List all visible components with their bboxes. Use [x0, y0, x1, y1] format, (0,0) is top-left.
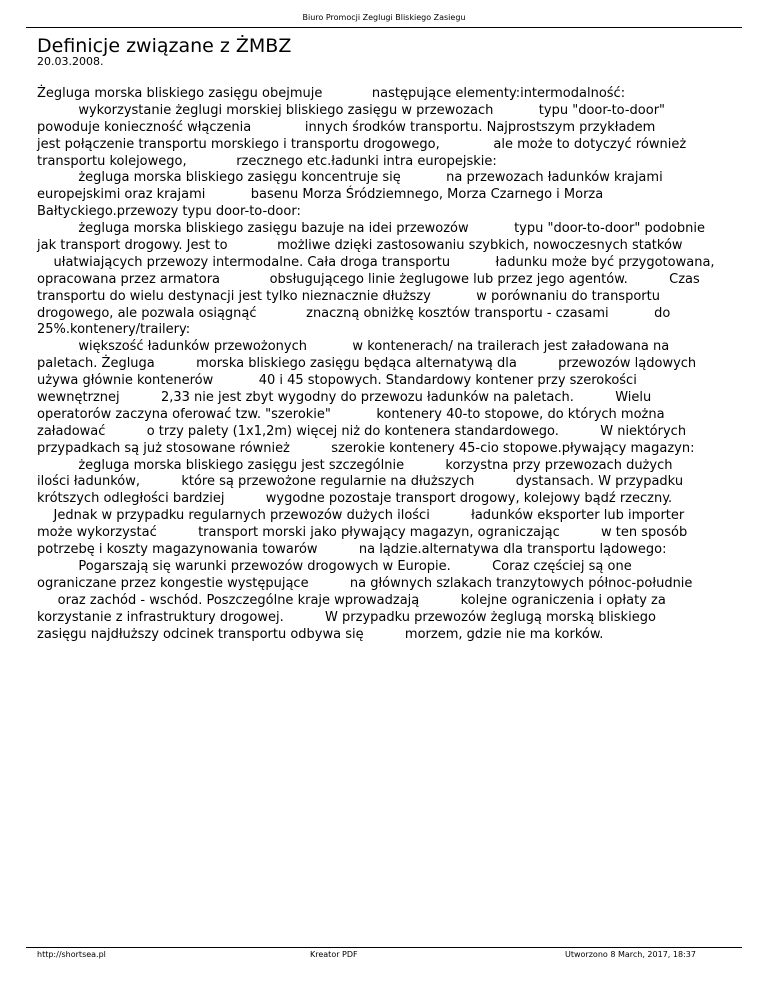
body-text-line: jest połączenie transportu morskiego i transportu drogowego, ale może to dotyczyć również — [37, 136, 687, 152]
body-text-line: używa głównie kontenerów 40 i 45 stopowych. Standardowy kontener przy szerokości — [37, 373, 637, 389]
body-text-line: wewnętrznej 2,33 nie jest zbyt wygodny do przewozu ładunków na paletach. Wielu — [37, 390, 652, 406]
body-text-line: korzystanie z infrastruktury drogowej. W przypadku przewozów żeglugą morską bliskiego — [37, 609, 656, 625]
body-text-line: powoduje konieczność włączenia innych środków transportu. Najprostszym przykładem — [37, 119, 656, 135]
body-text-line: krótszych odległości bardziej wygodne pozostaje transport drogowy, kolejowy bądź rzeczny. — [37, 491, 673, 507]
body-text-line: Jednak w przypadku regularnych przewozów dużych ilości ładunków eksporter lub importer — [37, 508, 685, 524]
body-text-line: potrzebę i koszty magazynowania towarów na lądzie.alternatywa dla transportu lądowego: — [37, 542, 667, 558]
body-text-line: żegluga morska bliskiego zasięgu jest szczególnie korzystna przy przewozach dużych — [37, 457, 673, 473]
body-text-line: paletach. Żegluga morska bliskiego zasięgu będąca alternatywą dla przewozów lądowych — [37, 356, 697, 372]
body-text-line: transportu kolejowego, rzecznego etc.ładunki intra europejskie: — [37, 153, 497, 169]
page-header-title: Biuro Promocji Zeglugi Bliskiego Zasiegu — [302, 13, 466, 22]
body-text-line: Pogarszają się warunki przewozów drogowych w Europie. Coraz częściej są one — [37, 558, 632, 574]
document-body — [37, 86, 737, 643]
body-text-line: przypadkach są już stosowane również szerokie kontenery 45-cio stopowe.pływający magazyn: — [37, 440, 695, 456]
footer-divider — [26, 947, 742, 948]
body-text-line: może wykorzystać transport morski jako pływający magazyn, ograniczając w ten sposób — [37, 525, 688, 541]
body-text-line: Żegluga morska bliskiego zasięgu obejmuje następujące elementy:intermodalność: — [37, 86, 626, 101]
footer-created-date: Utworzono 8 March, 2017, 18:37 — [565, 950, 696, 959]
document-date: 20.03.2008. — [37, 55, 104, 68]
body-text-line: opracowana przez armatora obsługującego linie żeglugowe lub przez jego agentów. Czas — [37, 271, 700, 287]
body-text-line: ilości ładunków, które są przewożone regularnie na dłuższych dystansach. W przypadku — [37, 474, 684, 490]
body-text-line: Bałtyckiego.przewozy typu door-to-door: — [37, 204, 301, 220]
body-text-line: ograniczane przez kongestie występujące na głównych szlakach tranzytowych północ-południe — [37, 575, 693, 591]
body-text-line: 25%.kontenery/trailery: — [37, 322, 191, 338]
body-text-line: ułatwiających przewozy intermodalne. Cała droga transportu ładunku może być przygotowana, — [37, 254, 715, 270]
body-text-line: wykorzystanie żeglugi morskiej bliskiego zasięgu w przewozach typu "door-to-door" — [37, 102, 666, 118]
body-text-line: oraz zachód - wschód. Poszczególne kraje wprowadzają kolejne ograniczenia i opłaty za — [37, 592, 666, 608]
body-text-line: europejskimi oraz krajami basenu Morza Śródziemnego, Morza Czarnego i Morza — [37, 187, 604, 203]
body-text-line: drogowego, ale pozwala osiągnąć znaczną obniżkę kosztów transportu - czasami do — [37, 305, 671, 321]
body-text-line: operatorów zaczyna oferować tzw. "szerokie" kontenery 40-to stopowe, do których można — [37, 406, 665, 422]
body-text-line: żegluga morska bliskiego zasięgu koncentruje się na przewozach ładunków krajami — [37, 170, 663, 186]
document-title: Definicje związane z ŻMBZ — [37, 35, 292, 57]
body-text-line: żegluga morska bliskiego zasięgu bazuje na idei przewozów typu "door-to-door" podobnie — [37, 221, 705, 237]
header-divider — [26, 27, 742, 28]
footer-generator: Kreator PDF — [310, 950, 358, 959]
body-text-line: załadować o trzy palety (1x1,2m) więcej niż do kontenera standardowego. W niektórych — [37, 423, 687, 439]
body-text-line: jak transport drogowy. Jest to możliwe dzięki zastosowaniu szybkich, nowoczesnych statków — [37, 238, 683, 254]
footer-url-link[interactable]: http://shortsea.pl — [37, 950, 106, 959]
body-text-line: transportu do wielu destynacji jest tylko nieznacznie dłuższy w porównaniu do transportu — [37, 288, 660, 304]
body-text-line: większość ładunków przewożonych w kontenerach/ na trailerach jest załadowana na — [37, 339, 670, 355]
body-text-line: zasięgu najdłuższy odcinek transportu odbywa się morzem, gdzie nie ma korków. — [37, 626, 604, 642]
